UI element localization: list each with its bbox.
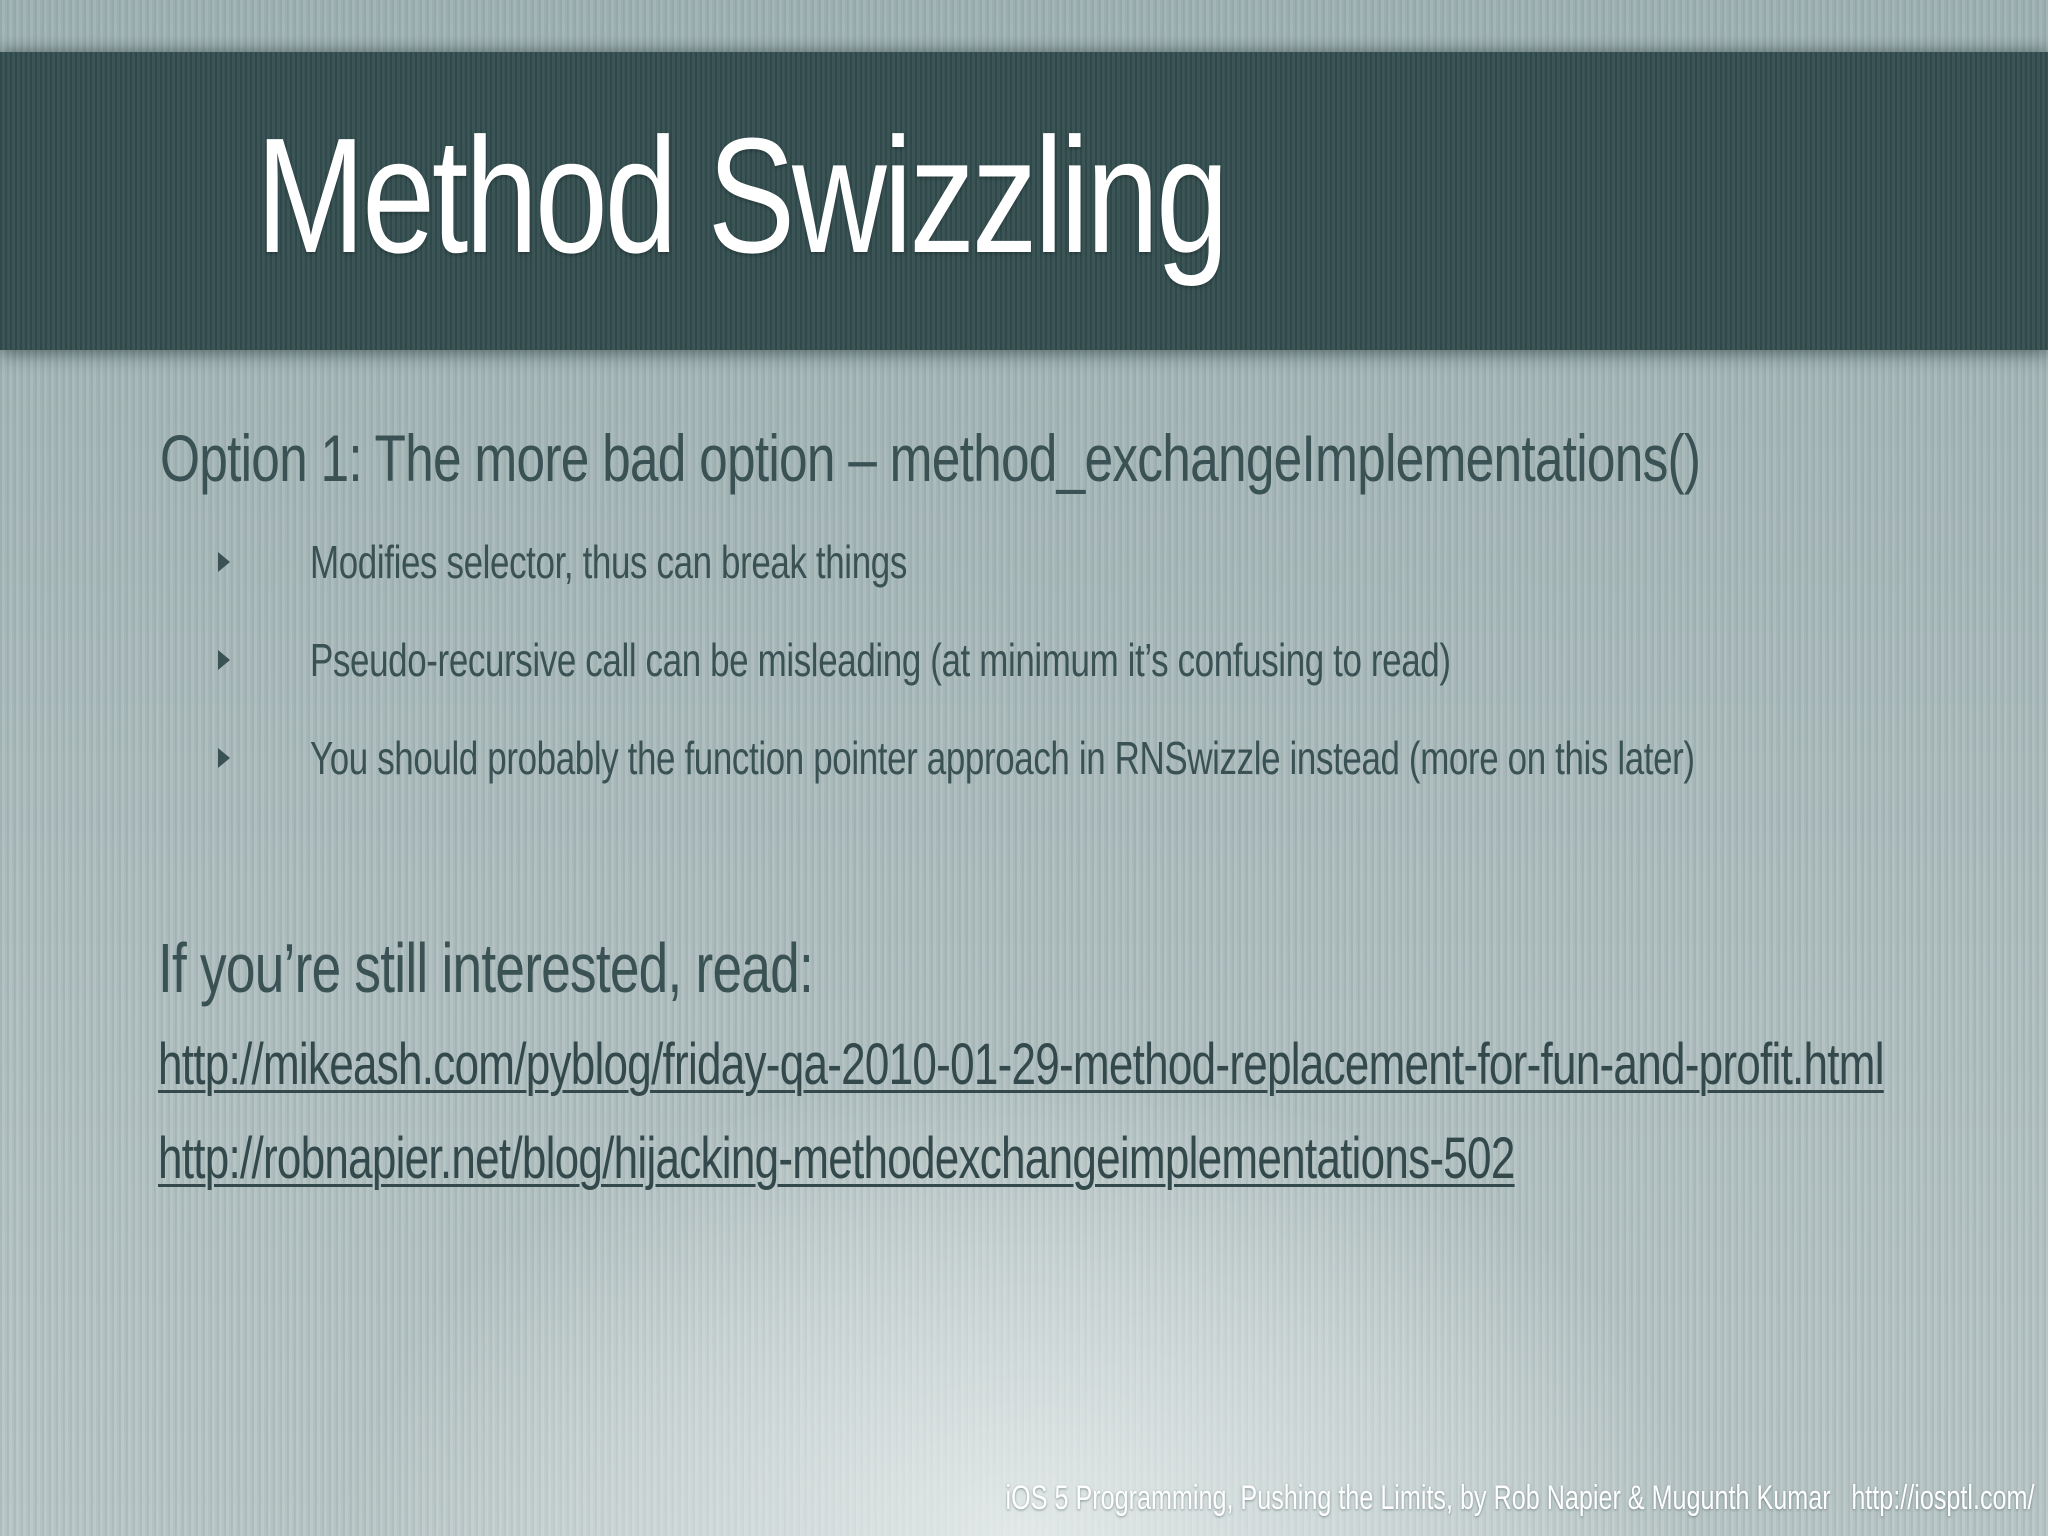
footer-url: http://iosptl.com/ <box>1850 1479 2034 1517</box>
footer-credit: iOS 5 Programming, Pushing the Limits, by Rob Napier & Mugunth Kumar <box>1005 1479 1831 1517</box>
bullet-text: You should probably the function pointer approach in RNSwizzle instead (more on this later) <box>310 732 1695 784</box>
mikeash-link[interactable]: http://mikeash.com/pyblog/friday-qa-2010-01-29-method-replacement-for-fun-and-profit.html <box>158 1032 1884 1097</box>
triangle-right-icon <box>218 552 230 572</box>
bullet-text: Pseudo-recursive call can be misleading (at minimum it’s confusing to read) <box>310 634 1451 686</box>
bullet-text: Modifies selector, thus can break things <box>310 536 907 588</box>
robnapier-link[interactable]: http://robnapier.net/blog/hijacking-methodexchangeimplementations-502 <box>158 1126 1515 1191</box>
slide-title: Method Swizzling <box>256 104 1226 287</box>
read-heading: If you’re still interested, read: <box>158 929 814 1007</box>
footer <box>1005 1476 2034 1520</box>
option-heading: Option 1: The more bad option – method_exchangeImplementations() <box>160 421 1701 495</box>
triangle-right-icon <box>218 748 230 768</box>
triangle-right-icon <box>218 650 230 670</box>
